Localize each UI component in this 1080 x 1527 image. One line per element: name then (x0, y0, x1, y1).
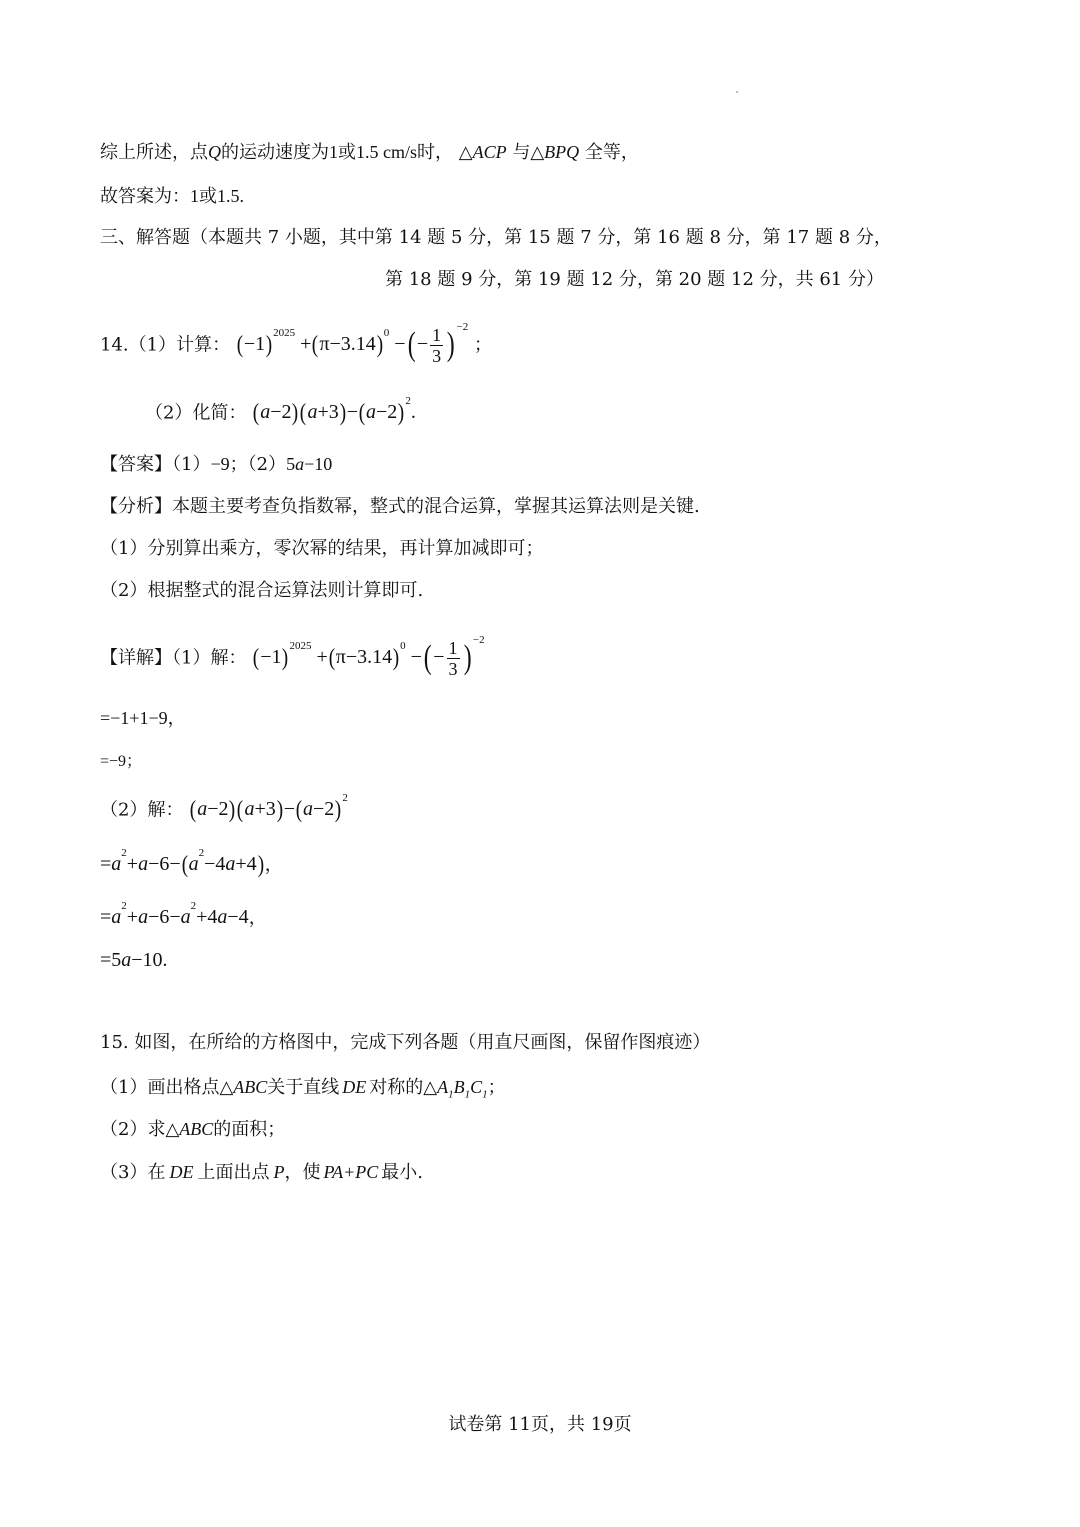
subscript: 1 (464, 1088, 471, 1101)
exponent: 0 (400, 640, 406, 652)
expr-part: π−3.14 (319, 333, 376, 355)
expr-simplify-detail: $(a-2)(a+3)-(a-2)^2$ (189, 792, 348, 824)
q15-part1 (100, 1075, 506, 1107)
var-a: a (138, 906, 149, 928)
text: 最小. (381, 1162, 424, 1183)
text: 的运动速度为 (221, 142, 329, 163)
denominator: 3 (448, 658, 458, 679)
analysis-text: （1）分别算出乘方，零次幂的结果，再计算加减即可； (100, 538, 544, 559)
operator: − (283, 798, 296, 820)
step-line (100, 948, 168, 972)
answer-line (100, 184, 244, 209)
line-de: DE (342, 1077, 367, 1097)
triangle-bpq: BPQ (544, 142, 580, 162)
triangle-symbol: △ (458, 142, 473, 163)
text: 与 (512, 142, 531, 163)
text: 故答案为： (100, 186, 190, 207)
var-a: a (197, 798, 208, 820)
text: （1）解： (172, 647, 247, 669)
var-a: a (111, 906, 122, 928)
vertex: C (470, 1077, 483, 1097)
text: （3）在 (100, 1162, 166, 1183)
operator: + (300, 333, 312, 355)
page-number: 试卷第 11页，共 19页 (448, 1414, 632, 1435)
point-p: P (273, 1162, 285, 1182)
analysis-text: （2）根据整式的混合运算法则计算即可. (100, 580, 424, 601)
operator: − (346, 401, 359, 423)
operator: − (394, 333, 406, 355)
exponent: 2 (121, 847, 127, 859)
exponent: 2 (198, 847, 205, 859)
expr-simplify: $(a-2)(a+3)-(a-2)^2$. (252, 395, 416, 427)
detail-part1 (100, 635, 485, 682)
line-de: DE (169, 1162, 194, 1182)
expr-part: −2 (270, 401, 292, 423)
analysis-step2 (100, 579, 423, 603)
expr-part: −6− (148, 853, 181, 875)
exponent: −2 (472, 634, 485, 646)
text: 的面积； (213, 1119, 286, 1140)
text: . (239, 186, 244, 206)
detail-tag: 【详解】 (100, 647, 172, 669)
expr-part: +3 (317, 401, 339, 423)
step-expr (100, 900, 249, 932)
exponent: 2025 (273, 327, 296, 339)
var-a: a (121, 949, 132, 971)
subscript: 1 (482, 1088, 488, 1101)
text: （1）画出格点△ (100, 1077, 234, 1098)
numerator: 1 (432, 324, 442, 345)
conclusion-line (100, 140, 639, 165)
answer-block (100, 452, 332, 477)
expr-part: −2 (313, 798, 335, 820)
expr-part: −1 (243, 333, 266, 355)
exponent: 2 (405, 395, 411, 407)
exponent: 2 (190, 900, 197, 912)
expr-part: +4 (235, 853, 257, 875)
expr-part: +3 (254, 798, 276, 820)
q14-part1 (100, 322, 492, 369)
detail-part2 (100, 792, 348, 824)
var-a: a (138, 853, 149, 875)
triangle-acp: ACP (472, 142, 507, 162)
expr-part: −4 (227, 906, 249, 928)
text: 时， (417, 142, 453, 163)
vertex: B (453, 1077, 465, 1097)
var-q: Q (208, 142, 221, 162)
var-a: a (307, 401, 318, 423)
q15 (100, 1031, 710, 1055)
var-a: a (366, 401, 377, 423)
triangle-abc: ABC (233, 1077, 268, 1097)
answer-value: −9 (210, 454, 230, 474)
fraction (430, 325, 443, 366)
text: ，使 (284, 1162, 321, 1183)
text: . (410, 401, 416, 423)
text: 综上所述，点 (100, 142, 208, 163)
question-label: 14.（1）计算： (100, 334, 231, 356)
triangle-symbol: △ (530, 142, 545, 163)
expr-part: −1 (260, 646, 282, 668)
speed-value: 1或1.5 cm/s (329, 142, 417, 162)
operator: − (410, 646, 422, 668)
var-a: a (225, 853, 236, 875)
var-a: a (217, 906, 228, 928)
exponent: 2 (121, 900, 127, 912)
expr-part: −2 (207, 798, 229, 820)
var-a: a (295, 454, 305, 474)
sum-expr: PA+PC (323, 1162, 379, 1182)
section-title: 三、解答题（本题共 7 小题，其中第 14 题 5 分，第 15 题 7 分，第 16 题 8 分，第 17 题 8 分， (100, 227, 892, 248)
step-expr: $=a^2+a-6-(a^2-4a+4)$ (100, 847, 264, 879)
exponent: 0 (383, 327, 390, 339)
var-a: a (111, 853, 122, 875)
answer-tag: 【答案】 (100, 454, 172, 475)
answer-value: −10 (304, 454, 333, 474)
expr-part: −2 (376, 401, 398, 423)
operator: + (126, 906, 139, 928)
q15-part2 (100, 1117, 285, 1142)
operator: = (100, 853, 112, 875)
q14-part2 (145, 395, 416, 427)
expr-part: −6− (148, 906, 181, 928)
vertex: A (437, 1077, 449, 1097)
scan-dot (736, 91, 738, 93)
q15-part3 (100, 1160, 423, 1185)
analysis-step1 (100, 537, 543, 561)
step-line (100, 750, 142, 774)
var-a: a (188, 853, 199, 875)
operator: − (433, 646, 445, 668)
text: 上面出点 (197, 1162, 270, 1183)
step-text: =−9； (100, 753, 143, 770)
analysis-tag: 【分析】 (100, 496, 172, 517)
answer-value: 1或1.5 (190, 186, 240, 206)
triangle-a1b1c1 (437, 1077, 488, 1101)
text: ； (473, 334, 492, 356)
text: ， (248, 907, 267, 929)
expr-part: +4 (196, 906, 218, 928)
expr-part: =5 (100, 949, 122, 971)
numerator: 1 (448, 637, 458, 658)
section-header-cont (385, 268, 884, 292)
text: （1） (172, 454, 211, 475)
denominator: 3 (432, 345, 442, 366)
expr-part: −4 (204, 853, 226, 875)
operator: = (100, 906, 112, 928)
var-a: a (244, 798, 255, 820)
expr-calc: $(-1)^{2025} +(\pi-3.14)^0$ −(− $\frac{1}{3}$ ) $^{-2}$ (236, 321, 469, 366)
triangle-abc: ABC (179, 1119, 214, 1139)
step-line (100, 706, 186, 730)
subscript: 1 (448, 1088, 454, 1101)
text: （2）解： (100, 799, 184, 821)
section-title-cont: 第 18 题 9 分，第 19 题 12 分，第 20 题 12 分，共 61 分） (385, 269, 884, 290)
text: （2）求△ (100, 1119, 180, 1140)
step-text: =−1+1−9， (100, 708, 186, 728)
text: 对称的△ (369, 1077, 438, 1098)
step-expr (100, 948, 168, 972)
fraction (447, 638, 460, 679)
operator: − (416, 333, 429, 355)
operator: + (126, 853, 139, 875)
question-label: （2）化简： (145, 402, 247, 424)
operator: + (316, 646, 328, 668)
var-a: a (260, 401, 271, 423)
exponent: 2 (342, 792, 348, 804)
exponent: 2025 (289, 640, 312, 652)
text: ；（2） (229, 454, 287, 475)
var-a: a (180, 906, 191, 928)
step-line (100, 847, 283, 879)
exponent: −2 (456, 321, 469, 333)
expr-part: π−3.14 (335, 646, 393, 668)
answer-value: 5 (286, 454, 296, 474)
expr-calc-detail: $(-1)^{2025} +(\pi-3.14)^0$ −(− $\frac{1}{3}$ ) $^{-2}$ (252, 634, 485, 679)
text: ； (487, 1077, 506, 1098)
text: 关于直线 (267, 1077, 340, 1098)
text: 全等， (584, 142, 639, 163)
expr-part: −10. (131, 949, 168, 971)
question-text: 15. 如图，在所给的方格图中，完成下列各题（用直尺画图，保留作图痕迹） (100, 1032, 711, 1053)
analysis-block (100, 495, 700, 519)
step-line (100, 900, 267, 932)
analysis-text: 本题主要考查负指数幂，整式的混合运算，掌握其运算法则是关键. (172, 496, 700, 517)
page-footer (0, 1410, 1080, 1436)
text: ， (264, 854, 283, 876)
section-header (100, 226, 892, 250)
var-a: a (303, 798, 314, 820)
